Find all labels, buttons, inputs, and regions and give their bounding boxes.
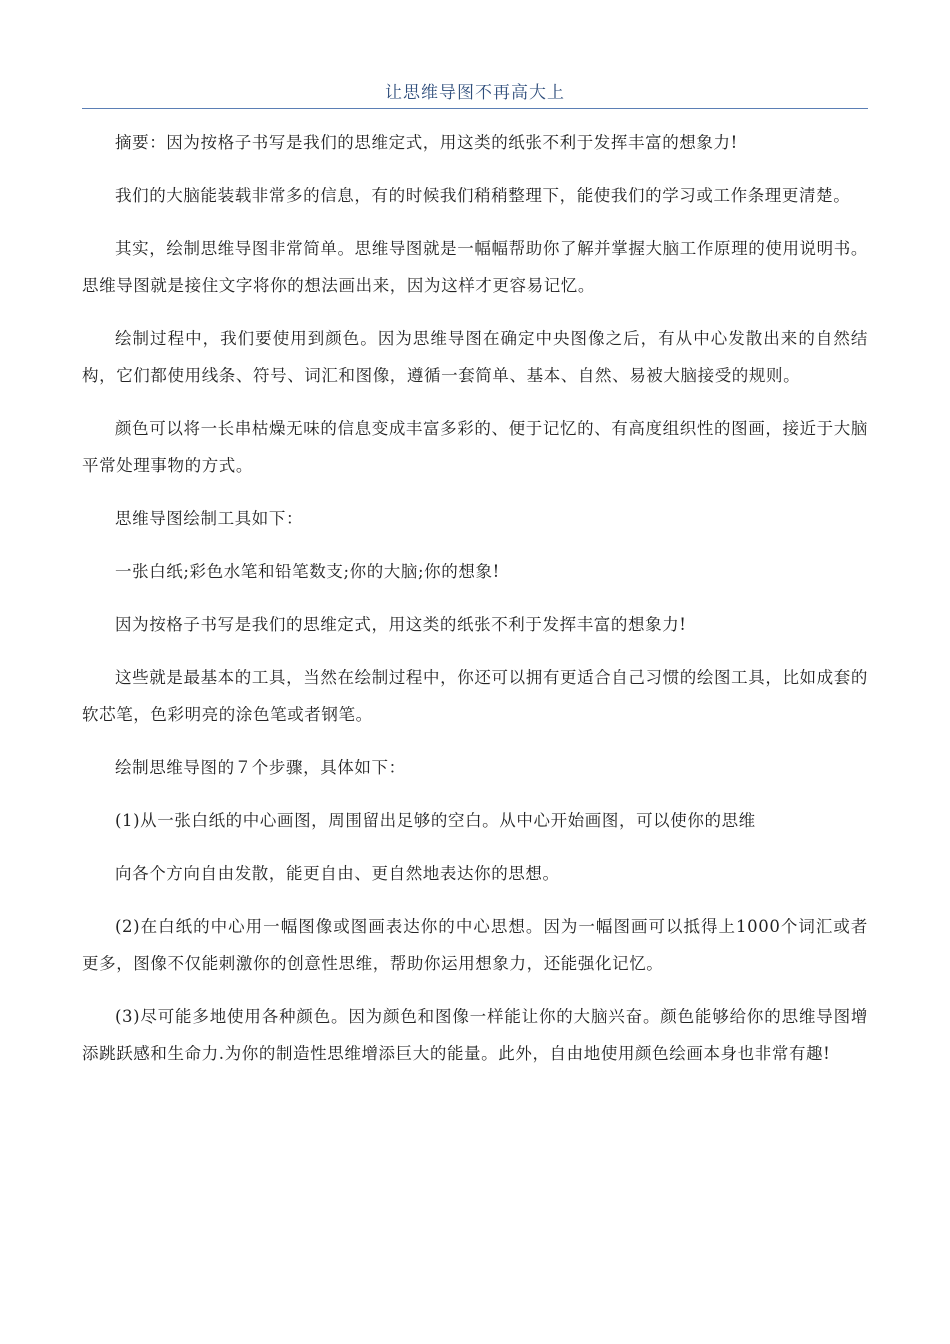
step-paragraph: (1)从一张白纸的中心画图，周围留出足够的空白。从中心开始画图，可以使你的思维 (115, 811, 756, 830)
document-body (82, 124, 868, 1088)
document-title: 让思维导图不再高大上 (385, 83, 565, 103)
paragraph: 我们的大脑能装载非常多的信息，有的时候我们稍稍整理下，能使我们的学习或工作条理更清楚。 (115, 186, 851, 205)
paragraph: 绘制过程中，我们要使用到颜色。因为思维导图在确定中央图像之后，有从中心发散出来的自然结构，它们都使用线条、符号、词汇和图像，遵循一套简单、基本、自然、易被大脑接受的规则。 (82, 329, 868, 385)
paragraph: 思维导图绘制工具如下： (115, 509, 304, 528)
step-paragraph: (2)在白纸的中心用一幅图像或图画表达你的中心思想。因为一幅图画可以抵得上1000个词汇或者更多，图像不仅能刺激你的创意性思维，帮助你运用想象力，还能强化记忆。 (82, 917, 868, 973)
paragraph: 一张白纸;彩色水笔和铅笔数支;你的大脑;你的想象! (115, 562, 500, 581)
paragraph: 这些就是最基本的工具，当然在绘制过程中，你还可以拥有更适合自己习惯的绘图工具，比如成套的软芯笔，色彩明亮的涂色笔或者钢笔。 (82, 668, 868, 724)
paragraph: 绘制思维导图的７个步骤，具体如下： (115, 758, 406, 777)
paragraph: 因为按格子书写是我们的思维定式，用这类的纸张不利于发挥丰富的想象力! (115, 615, 687, 634)
paragraph-abstract: 摘要：因为按格子书写是我们的思维定式，用这类的纸张不利于发挥丰富的想象力! (115, 133, 738, 152)
step-paragraph: (3)尽可能多地使用各种颜色。因为颜色和图像一样能让你的大脑兴奋。颜色能够给你的思维导图增添跳跃感和生命力.为你的制造性思维增添巨大的能量。此外，自由地使用颜色绘画本身也非常有趣! (82, 1007, 868, 1063)
step-paragraph: 向各个方向自由发散，能更自由、更自然地表达你的思想。 (115, 864, 560, 883)
paragraph: 颜色可以将一长串枯燥无味的信息变成丰富多彩的、便于记忆的、有高度组织性的图画，接近于大脑平常处理事物的方式。 (82, 419, 868, 475)
paragraph: 其实，绘制思维导图非常简单。思维导图就是一幅幅帮助你了解并掌握大脑工作原理的使用说明书。思维导图就是接住文字将你的想法画出来，因为这样才更容易记忆。 (82, 239, 868, 295)
title-divider (82, 108, 868, 109)
